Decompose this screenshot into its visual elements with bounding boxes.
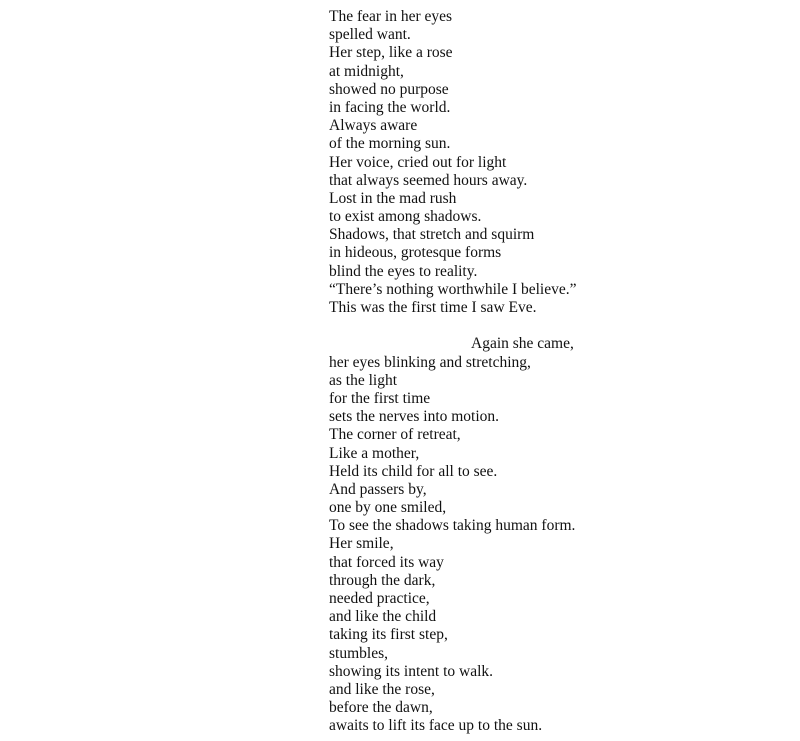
poem-line: The fear in her eyes xyxy=(329,8,453,25)
poem-line: that always seemed hours away. xyxy=(329,171,528,189)
poem-line: “There’s nothing worthwhile I believe.” xyxy=(329,280,577,298)
poem-line: taking its first step, xyxy=(329,626,448,644)
poem-line: spelled want. xyxy=(329,26,411,44)
poem-line: to exist among shadows. xyxy=(329,208,482,226)
poem-line: awaits to lift its face up to the sun. xyxy=(329,717,543,735)
poem-line: needed practice, xyxy=(329,590,430,607)
poem-line: in facing the world. xyxy=(329,98,451,116)
poem-line: for the first time xyxy=(329,389,431,407)
poem-line: in hideous, grotesque forms xyxy=(329,244,502,262)
poem-line: through the dark, xyxy=(329,571,436,589)
stanza-2 xyxy=(329,335,789,735)
stanza-gap xyxy=(329,317,789,335)
poem-line: This was the first time I saw Eve. xyxy=(329,299,537,316)
poem-line: that forced its way xyxy=(329,553,444,571)
poem-line: And passers by, xyxy=(329,480,427,498)
poem-line: showing its intent to walk. xyxy=(329,662,494,680)
poem-line: at midnight, xyxy=(329,62,404,80)
poem xyxy=(329,8,789,736)
poem-line: Lost in the mad rush xyxy=(329,189,457,207)
poem-line: To see the shadows taking human form. xyxy=(329,517,576,535)
poem-line: Her voice, cried out for light xyxy=(329,153,507,171)
poem-line-indented: Again she came, xyxy=(471,335,574,353)
poem-line: before the dawn, xyxy=(329,699,433,717)
poem-line: and like the rose, xyxy=(329,680,435,698)
poem-line: of the morning sun. xyxy=(329,135,451,153)
stanza-1 xyxy=(329,8,789,317)
poem-line: The corner of retreat, xyxy=(329,426,461,444)
poem-line: Held its child for all to see. xyxy=(329,462,498,480)
poem-line: blind the eyes to reality. xyxy=(329,262,478,280)
poem-line: Like a mother, xyxy=(329,444,420,462)
poem-line: one by one smiled, xyxy=(329,499,447,517)
poem-line: Shadows, that stretch and squirm xyxy=(329,226,535,244)
poem-line: stumbles, xyxy=(329,644,388,662)
poem-line: Her smile, xyxy=(329,535,394,553)
poem-line: as the light xyxy=(329,371,398,389)
poem-line: showed no purpose xyxy=(329,80,449,98)
poem-line: Her step, like a rose xyxy=(329,44,453,62)
poem-line: and like the child xyxy=(329,608,437,626)
poem-line: sets the nerves into motion. xyxy=(329,408,500,426)
poem-line: her eyes blinking and stretching, xyxy=(329,353,531,371)
poem-line: Always aware xyxy=(329,117,418,135)
